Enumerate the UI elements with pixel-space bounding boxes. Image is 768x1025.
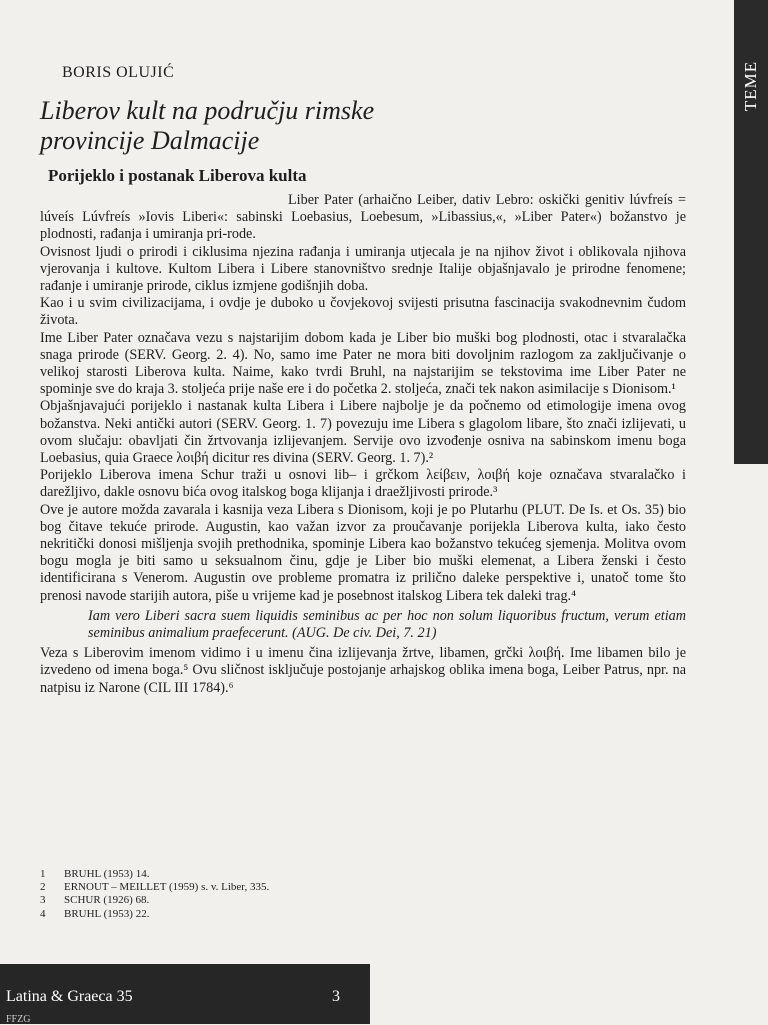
paragraph: Kao i u svim civilizacijama, i ovdje je duboko u čovjekovoj svijesti prisutna fascinacija svakodnevnim čudom života. [40, 295, 686, 329]
footnote-number: 4 [40, 907, 46, 920]
title-line-2: provincije Dalmacije [40, 126, 260, 155]
paragraph: Porijeklo Liberova imena Schur traži u osnovi lib– i grčkom λείβειν, λοιβή koje označava stvaralačko i darežljivo, dakle osnovu bića ovog italskog boga klijanja i draežljivosti prirode.³ [40, 467, 686, 501]
footnote-text: BRUHL (1953) 14. [64, 868, 150, 880]
section-heading: Porijeklo i postanak Liberova kulta [48, 166, 307, 185]
page-number: 3 [332, 988, 340, 1005]
section-tab-label: TEME [741, 60, 760, 112]
paragraph: Ove je autore možda zavarala i kasnija veza Libera s Dionisom, koji je po Plutarhu (PLUT. De Is. et Os. 35) bio bog čitave tekuće prirode. Augustin, kao važan izvor za proučavanje porijekla Liberova kulta, iako često nekritički donosi mišljenja svojih prethodnika, spominje Libera kao božanstvo tekućeg sjemenja. Molitva ovom bogu mogla je biti samo u seksualnom činu, gdje je Liber bio muški elemenat, a Libera ženski i često identificirana s Venerom. Augustin ove probleme promatra iz prilično daleke perspektive i, unatoč tome što prenosi navode starijih autora, piše u vrijeme kad je posebnost italskog Libera tek daleki trag.⁴ [40, 501, 686, 604]
footnote [40, 908, 400, 921]
article-title [40, 96, 680, 156]
paragraph: Objašnjavajući porijeklo i nastanak kulta Libera i Libere najbolje je da počnemo od etimologije imena ovog božanstva. Neki antički autori (SERV. Georg. 1. 7) povezuju ime Libera s glagolom libare, što znači izlijevati, u ovom slučaju: obavljati čin žrtvovanja izlijevanjem. Servije ovo izvođenje osniva na sabinskom imenu boga Loebasius, quia Graece λοιβή dicitur res divina (SERV. Georg. 1. 7).² [40, 398, 686, 467]
paragraph: Ovisnost ljudi o prirodi i ciklusima njezina rađanja i umiranja utjecala je na njihov život i oblikovala njihova vjerovanja i kultove. Kultom Libera i Libere stanovništvo srednje Italije objašnjavalo je prirodne fenomene; rađanje i umiranje prirode, ciklus izmjene godišnjih doba. [40, 243, 686, 295]
author-name: BORIS OLUJIĆ [62, 64, 175, 81]
footnote [40, 894, 400, 907]
title-line-1: Liberov kult na području rimske [40, 96, 375, 125]
paragraph: Veza s Liberovim imenom vidimo i u imenu čina izlijevanja žrtve, libamen, grčki λοιβή. Ime libamen bilo je izvedeno od imena boga.⁵ Ovu sličnost isključuje postojanje arhajskog oblika imena boga, Leiber Patrus, npr. na natpisu iz Narone (CIL III 1784).⁶ [40, 645, 686, 696]
footer-bar [0, 964, 370, 1024]
footnote-number: 1 [40, 868, 46, 880]
footnote-number: 3 [40, 894, 46, 907]
paragraph: Liber Pater (arhaično Leiber, dativ Lebro: oskički genitiv lúvfreís = lúveís Lúvfreís »Iovis Liberi«: sabinski Loebasius, Loebesum, »Libassius,«, »Liber Pater«) božanstvo je plodnosti, rađanja i umiranja pri-rode. [40, 192, 686, 243]
footnote-text: ERNOUT – MEILLET (1959) s. v. Liber, 335. [64, 881, 270, 894]
footnote-text: BRUHL (1953) 22. [64, 907, 150, 920]
latin-quote: Iam vero Liberi sacra suem liquidis seminibus ac per hoc non solum liquoribus fructum, verum etiam seminibus animalium praefecerunt. (AUG. De civ. Dei, 7. 21) [88, 607, 686, 642]
paragraph: Ime Liber Pater označava vezu s najstarijim dobom kada je Liber bio muški bog plodnosti, otac i stvaralačka snaga prirode (SERV. Georg. 2. 4). No, samo ime Pater ne mora biti dovoljnim razlogom za zaključivanje o velikoj starosti Liberova kulta. Naime, kako tvrdi Bruhl, na najstarijim se tekstovima ime Liber Pater ne spominje sve do kraja 3. stoljeća prije naše ere i do početka 2. stoljeća, znači tek nakon asimilacije s Dionisom.¹ [40, 329, 686, 398]
footnote-number: 2 [40, 881, 46, 894]
footnote [40, 868, 400, 881]
article-body [40, 192, 686, 697]
section-tab [734, 0, 768, 464]
journal-name: Latina & Graeca 35 [6, 988, 133, 1005]
footnote-text: SCHUR (1926) 68. [64, 894, 150, 907]
footer-code: FFZG [6, 1014, 31, 1025]
footnote [40, 881, 400, 894]
footnotes [40, 868, 400, 921]
